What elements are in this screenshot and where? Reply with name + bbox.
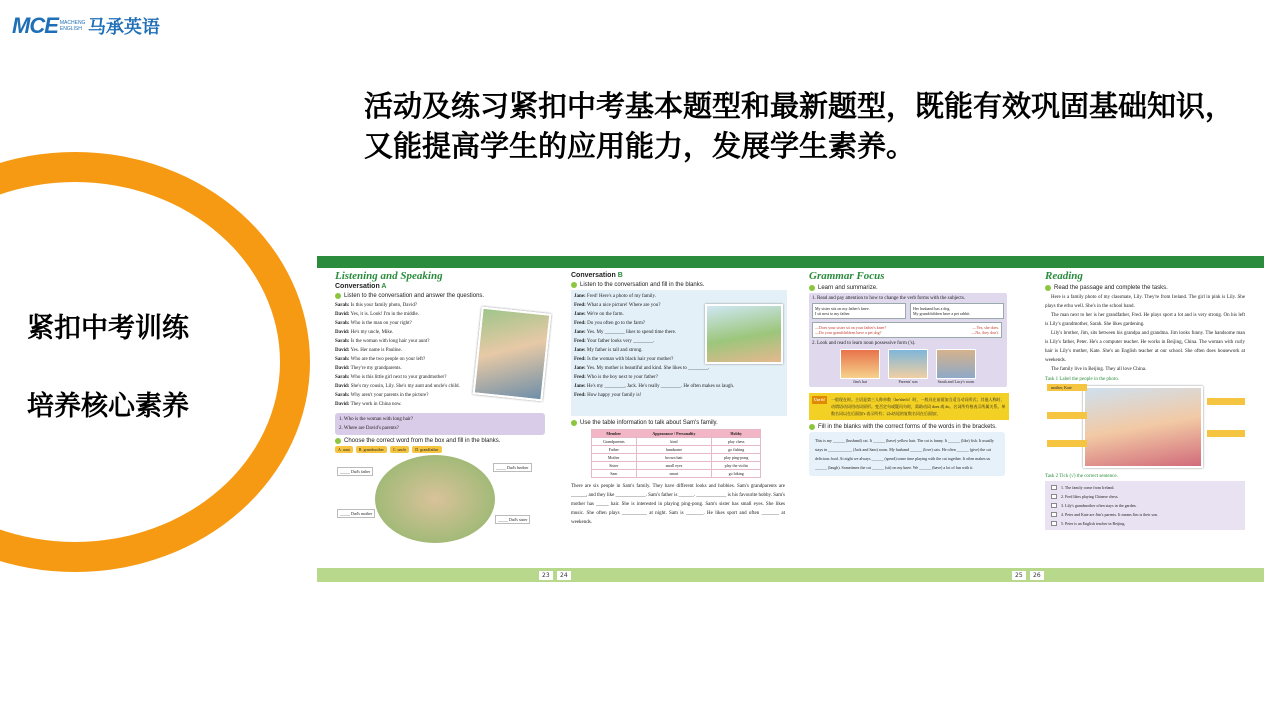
orange-ring-decoration: [0, 152, 310, 572]
section-title: Reading: [1045, 270, 1083, 282]
section-title: Grammar Focus: [809, 270, 885, 282]
checkbox-icon: [1051, 521, 1057, 526]
check-item[interactable]: 4. Peter and Kate are Jim's parents. It means Jim is their son.: [1051, 510, 1239, 519]
tree-photo: [375, 455, 495, 543]
sam-family-paragraph: There are six people in Sam's family. They have different looks and hobbies. Sam's grandparents are ______, and they like ____________. Sam's father is ______. ____________ is his favourite hobby. Sam's mother has _____ hair. She is interested in playing ping-pong. Sam's sister has small eyes. She likes music. She often plays __________ at night. Sam is _______. He likes sport and often _______ at weekends.: [571, 484, 785, 525]
top-green-bar: [317, 256, 1264, 268]
task-1-label: Task 1 Label the people in the photo.: [1045, 377, 1120, 382]
page-26: [1045, 270, 1245, 566]
fill-blanks-exercise: This is my ______ (husband) cat. It ______ (have) yellow hair. The cat is funny. It ______ (like) fish. It usually stays in ____________ (Jack and Sam) room. My husband ______ (love) cats. He often ______ (give) the cat delicious food. At night we always ______ (spend) some time playing with the cat together. It often makes us ______ (laugh). Sometimes the cat ______ (sit) on my knee. We ______ (have) a lot of fun with it.: [809, 432, 1005, 476]
questions-box: 1. Who is the woman with long hair? 2. Where are David's parents?: [335, 413, 545, 435]
page-23: [335, 270, 553, 566]
bullet-icon: [1045, 285, 1051, 291]
dialog-panel: Jane: Fred! Here's a photo of my family. Fred: What a nice picture! Where are you? Jane: We're on the farm. Fred: Do you often go to the farm? Jane: Yes. My ________ likes to spend time there. Fred: Your father looks very ________. Jane: My father is tall and strong. Fred: Is the woman with black hair your mother? Jane: Yes. My mother is beautiful and kind. She likes to ________. Fred: Who is the boy next to your father? Jane: He's my ________, Jack. He's really ________. He often makes us laugh. Fred: How happy your family is!: [571, 290, 787, 416]
checkbox-icon: [1051, 512, 1057, 517]
instruction: Use the table information to talk about Sam's family.: [571, 420, 791, 426]
family-photo: [473, 307, 552, 402]
logo-chinese-name: 马承英语: [87, 17, 160, 38]
bullet-icon: [809, 424, 815, 430]
boy-with-bat-picture: [840, 349, 880, 379]
dialog: Sarah: Is this your family photo, David? David: Yes, it is. Look! I'm in the middle. Sarah: Who is the man on your right? David: He's my uncle, Mike. Sarah: Is the woman with long hair your aunt? David: Yes. Her name is Pauline. Sarah: Who are the two people on your left? David: They're my grandparents. Sarah: Who is this little girl next to your grandmother? David: She's my cousin, Lily. She's my aunt and uncle's child. Sarah: Why aren't your parents in the picture? David: They work in China now.: [335, 303, 460, 407]
bullet-icon: [809, 285, 815, 291]
page-number: 26: [1030, 571, 1044, 580]
section-title: Listening and Speaking: [335, 270, 443, 282]
tick-list: [1045, 481, 1245, 530]
bullet-icon: [335, 438, 341, 444]
page-24: [571, 270, 791, 566]
page-number: 24: [557, 571, 571, 580]
lily-family-photo: [1083, 386, 1203, 468]
task-2-label: Task 2 Tick (√) the correct sentence.: [1045, 474, 1118, 479]
page-number: 23: [539, 571, 553, 580]
use-it-box: Use it! 一般现在时。主语是第三人称单数（he/she/it）时，一般具在前面加当适当动词形式；其他人称时，动谓语动词用动词原形。变否定句或疑问句时，需助动词 does 或 do。名词所有格表示所属关系。单数名词以在后面加's 表示所有；以s结尾的复数名词在后面加'。: [809, 393, 1009, 420]
conversation-heading: Conversation A: [335, 283, 387, 290]
checkbox-icon: [1051, 494, 1057, 499]
farm-family-photo: [705, 304, 783, 364]
bullet-icon: [571, 420, 577, 426]
check-item[interactable]: 5. Peter is an English teacher in Beijing.: [1051, 519, 1239, 528]
reading-paragraph: The family live in Beijing. They all love China.: [1051, 367, 1147, 372]
reading-paragraph: Lily's brother, Jim, sits between his grandpa and grandma. Jim looks funny. The handsome man is Lily's father, Peter. He's a computer teacher. He works in Beijing, China. The woman with curly hair is Lily's mother, Kate. She's an English teacher at our school. She often does housework at weekends.: [1045, 331, 1245, 363]
checkbox-icon: [1051, 485, 1057, 490]
side-text-2: 培养核心素养: [27, 391, 189, 422]
family-tree: _____ Dad's father _____ Dad's brother _____ Dad's mother _____ Dad's sister: [335, 455, 545, 545]
label-photo-area: mother, Kate: [1045, 382, 1245, 472]
sam-family-table: Member Appearance / Personality Hobby Grandparents kind play chess Father handsome go fishing Mother brown hair play ping-pong Sister small eyes play the violin Sam smart go hiking: [591, 429, 761, 478]
instruction: Learn and summarize.: [809, 285, 1009, 291]
bullet-icon: [335, 293, 341, 299]
room-picture: [936, 349, 976, 379]
instruction: Listen to the conversation and fill in the blanks.: [571, 282, 791, 288]
grammar-box: 1. Read and pay attention to how to change the verb forms with the subjects. My sister sits on my father's knee. I sit next to my father. Her husband has a dog. My grandchildren have a pet rabbit. —Does your sister sit on your father's knee? —Yes, she does. —Do your grandchildren have a pet dog? —No, they don't. 2. Look and read to learn noun possessive form ('s). Jim's bat Parents' son Sarah and Lucy's room: [809, 293, 1007, 387]
checkbox-icon: [1051, 503, 1057, 508]
page-number: 25: [1012, 571, 1026, 580]
check-item[interactable]: 2. Fred likes playing Chinese chess.: [1051, 492, 1239, 501]
logo-mark: MCE: [12, 13, 58, 38]
check-item[interactable]: 3. Lily's grandmother often stays in the garden.: [1051, 501, 1239, 510]
check-item[interactable]: 1. The family come from Ireland.: [1051, 483, 1239, 492]
instruction: Choose the correct word from the box and fill in the blanks.: [335, 438, 553, 444]
parents-son-picture: [888, 349, 928, 379]
instruction: Read the passage and complete the tasks.: [1045, 285, 1245, 291]
instruction: Fill in the blanks with the correct forms of the words in the brackets.: [809, 424, 1009, 430]
side-text-1: 紧扣中考训练: [27, 313, 189, 344]
slide-headline: 活动及练习紧扣中考基本题型和最新题型，既能有效巩固基础知识，又能提高学生的应用能力，发展学生素养。: [364, 89, 1235, 163]
conversation-heading: Conversation B: [571, 272, 623, 279]
word-box: A. aunt B. grandmother C. uncle D. grandfather: [335, 446, 553, 453]
reading-paragraph: Here is a family photo of my classmate, Lily. They're from Ireland. The girl in pink is Lily. She plays the erhu well. She's in the school band.: [1045, 295, 1245, 309]
page-25: [809, 270, 1009, 566]
logo: [12, 8, 160, 44]
bottom-green-bar: [317, 568, 1264, 582]
instruction: Listen to the conversation and answer the questions.: [335, 293, 553, 299]
bullet-icon: [571, 282, 577, 288]
reading-paragraph: The man next to her is her grandfather, Fred. He plays sport a lot and is very strong. On his left is Lily's grandmother, Sarah. She likes gardening.: [1045, 313, 1245, 327]
logo-subtitle: MACHENG ENGLISH: [59, 20, 86, 32]
textbook-spread-image: [317, 256, 1264, 582]
